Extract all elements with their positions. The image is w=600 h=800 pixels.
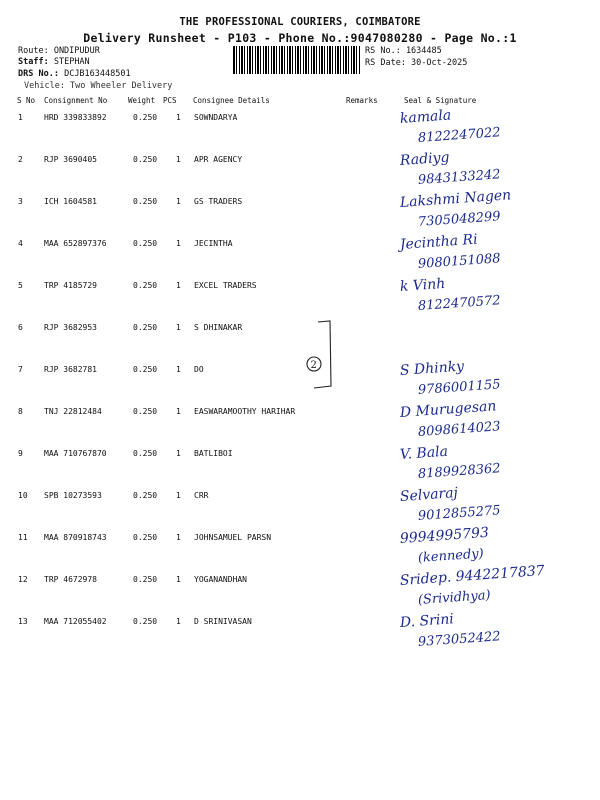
row-phone-handwritten: 9080151088 [417,251,502,272]
row-weight: 0.250 [133,113,158,122]
row-sno: 11 [18,533,28,542]
row-sno: 2 [18,155,23,164]
row-consignment-no: SPB 10273593 [44,491,102,500]
row-signature: Sridep. 9442217837 [399,562,546,589]
row-consignment-no: RJP 3682781 [44,365,97,374]
row-consignment-no: MAA 652897376 [44,239,107,248]
row-weight: 0.250 [133,491,158,500]
staff-line [18,57,90,67]
row-consignee: DO [194,365,204,374]
row-signature: Lakshmi Nagen [399,187,512,211]
row-sno: 7 [18,365,23,374]
row-phone-handwritten: (kennedy) [417,546,485,566]
row-signature: Radiyg [399,149,450,169]
row-consignment-no: RJP 3690405 [44,155,97,164]
drs-number: DCJB163448501 [64,69,131,79]
row-sno: 5 [18,281,23,290]
row-consignment-no: ICH 1604581 [44,197,97,206]
row-pcs: 1 [176,323,181,332]
col-header-remarks: Remarks [346,96,378,105]
circled-number: 2 [310,360,317,371]
row-consignee: SOWNDARYA [194,113,238,122]
rs-date: RS Date: 30-Oct-2025 [365,58,468,68]
row-sno: 8 [18,407,23,416]
col-header-sno: S No [17,96,36,105]
row-weight: 0.250 [133,449,158,458]
row-phone-handwritten: (Srividhya) [417,587,492,608]
staff-name: STEPHAN [53,57,90,67]
row-sno: 6 [18,323,23,332]
row-phone-handwritten: 9843133242 [417,167,502,188]
row-phone-handwritten: 8189928362 [417,461,502,482]
row-signature: 9994995793 [399,524,490,547]
row-consignment-no: TNJ 22812484 [44,407,102,416]
row-pcs: 1 [176,575,181,584]
col-header-consignment: Consignment No [44,96,108,105]
row-weight: 0.250 [133,575,158,584]
col-header-pcs: PCS [163,96,177,105]
row-consignee: YOGANANDHAN [194,575,247,584]
row-pcs: 1 [176,239,181,248]
col-header-seal-signature: Seal & Signature [404,96,477,105]
row-phone-handwritten: 9012855275 [417,503,502,524]
row-consignee: GS TRADERS [194,197,243,206]
row-weight: 0.250 [133,281,158,290]
row-pcs: 1 [176,155,181,164]
row-consignee: BATLIBOI [194,449,233,458]
row-phone-handwritten: 8098614023 [417,419,502,440]
row-signature: kamala [399,107,452,127]
row-phone-handwritten: 9373052422 [417,629,502,650]
row-signature: D. Srini [399,611,455,631]
route-text: Route: ONDIPUDUR [18,46,100,56]
row-pcs: 1 [176,281,181,290]
row-weight: 0.250 [133,155,158,164]
row-pcs: 1 [176,113,181,122]
row-weight: 0.250 [133,407,158,416]
row-pcs: 1 [176,491,181,500]
row-consignment-no: TRP 4672978 [44,575,97,584]
row-weight: 0.250 [133,323,158,332]
row-pcs: 1 [176,617,181,626]
row-weight: 0.250 [133,617,158,626]
row-signature: k Vinh [399,275,446,295]
row-pcs: 1 [176,449,181,458]
vehicle-text: Vehicle: Two Wheeler Delivery [24,81,173,91]
row-consignee: EASWARAMOOTHY HARIHAR [194,407,296,416]
row-sno: 13 [18,617,28,626]
row-pcs: 1 [176,407,181,416]
drs-label: DRS No.: [18,69,59,79]
row-signature: S Dhinky [399,358,465,379]
company-title: THE PROFESSIONAL COURIERS, COIMBATORE [179,16,421,28]
row-pcs: 1 [176,533,181,542]
row-signature: D Murugesan [399,398,497,421]
row-consignee: JOHNSAMUEL PARSN [194,533,272,542]
row-sno: 1 [18,113,23,122]
row-signature: Jecintha Ri [399,231,479,253]
hand-drawn-bracket [300,318,340,390]
barcode-icon [233,46,363,74]
row-signature: Selvaraj [399,484,459,505]
row-signature: V. Bala [399,443,449,463]
drs-line [18,69,131,79]
row-consignment-no: RJP 3682953 [44,323,97,332]
row-consignment-no: MAA 870918743 [44,533,107,542]
row-consignment-no: MAA 710767870 [44,449,107,458]
col-header-consignee: Consignee Details [193,96,270,105]
row-consignment-no: HRD 339833892 [44,113,107,122]
row-sno: 3 [18,197,23,206]
rs-number: RS No.: 1634485 [365,46,442,56]
row-consignee: JECINTHA [194,239,233,248]
row-pcs: 1 [176,197,181,206]
row-pcs: 1 [176,365,181,374]
row-sno: 12 [18,575,28,584]
staff-label: Staff: [18,57,49,67]
row-phone-handwritten: 9786001155 [417,377,502,398]
row-weight: 0.250 [133,239,158,248]
row-consignee: D SRINIVASAN [194,617,252,626]
row-sno: 4 [18,239,23,248]
row-consignment-no: TRP 4185729 [44,281,97,290]
row-phone-handwritten: 7305048299 [417,209,502,230]
row-consignee: EXCEL TRADERS [194,281,257,290]
row-weight: 0.250 [133,365,158,374]
row-consignee: S DHINAKAR [194,323,243,332]
row-consignment-no: MAA 712055402 [44,617,107,626]
row-phone-handwritten: 8122470572 [417,293,502,314]
runsheet-subtitle: Delivery Runsheet - P103 - Phone No.:9047080280 - Page No.:1 [83,31,517,45]
row-sno: 10 [18,491,28,500]
row-phone-handwritten: 8122247022 [417,125,502,146]
row-weight: 0.250 [133,533,158,542]
col-header-weight: Weight [128,96,156,105]
row-consignee: CRR [194,491,209,500]
row-consignee: APR AGENCY [194,155,243,164]
row-weight: 0.250 [133,197,158,206]
row-sno: 9 [18,449,23,458]
